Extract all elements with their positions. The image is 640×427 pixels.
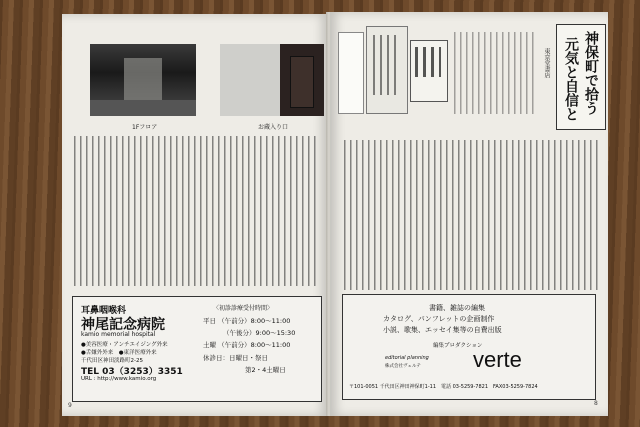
ad-service-2: ●舌嫌外外来 ●東洋医療外来 [81,350,157,356]
ad-url: URL : http://www.kamio.org [81,376,157,382]
hours-line-4: 休診日：日曜日・祭日 [203,354,268,362]
caption-1: 1Fフロア [132,124,158,131]
hours-line-5: 第2・4土曜日 [245,366,286,374]
hours-title: 〈初診診療受付時間〉 [213,305,274,312]
ad-hospital-name-en: kamio memorial hospital [81,331,156,338]
headline-box [556,24,606,130]
ad-tel: TEL 03（3253）3351 [81,367,183,377]
caption-2: お蔵入り口 [258,124,289,131]
right-page [330,12,608,416]
verte-address: 〒101-0051 千代田区神田神保町1-11 電話 03-5259-7821 FAX03-5259-7824 [349,384,538,390]
verte-ad [342,294,596,400]
body-text-columns-right [344,140,600,290]
headline-2: 元気と自信と [563,37,579,121]
photo-storage-entrance [220,44,324,116]
photo-1f-floor [90,44,196,116]
verte-company-kana: 株式会社ヴェルテ [385,364,421,369]
verte-label: 編集プロダクション [433,343,483,349]
hospital-ad [72,296,322,402]
hours-line-1: 平日 （午前分）8:00～11:00 [203,317,291,325]
verte-line-3: 小説、歌集、エッセイ集等の自費出版 [383,326,502,334]
hours-line-2: （午後分）9:00～15:30 [223,329,296,337]
verte-line-1: 書籍、雑誌の編集 [429,304,485,312]
verte-line-2: カタログ、パンフレットの企画制作 [383,315,495,323]
verte-logo: verte [473,347,522,372]
hours-line-3: 土曜 （午前分）8:00～11:00 [203,341,291,349]
publisher-name: 東京堂書店 [543,48,550,78]
verte-company-small: editorial planning [385,355,429,361]
page-number-right: 8 [594,400,598,407]
ad-address: 千代田区神田淡路町2-25 [81,358,143,364]
ad-service-1: ●美容医療・アンチエイジング外来 [81,342,168,348]
ad-hospital-name: 神尾記念病院 [81,317,165,333]
page-number-left: 9 [68,402,72,409]
headline: 神保町で拾う [583,31,599,115]
ad-department: 耳鼻咽喉科 [81,306,127,316]
book-info-text [454,32,534,114]
book-cover-small [338,32,364,114]
book-cover-local [410,40,448,102]
book-cover-jimbocho [366,26,408,114]
body-text-columns [74,136,320,286]
left-page [62,14,328,416]
